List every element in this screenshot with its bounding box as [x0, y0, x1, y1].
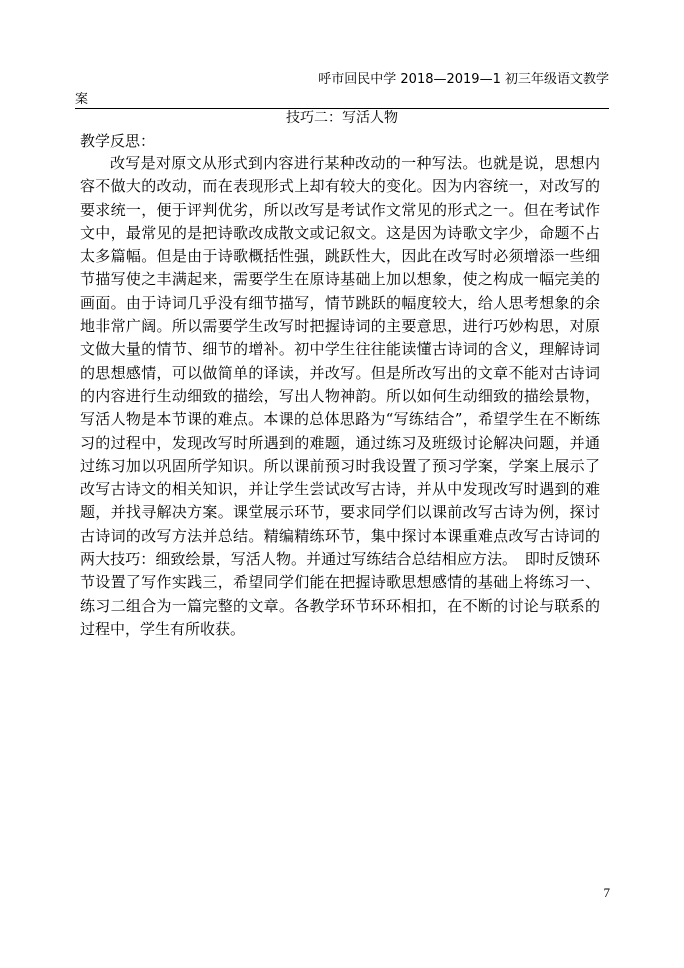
page-header: [75, 70, 609, 110]
reflection-label: 教学反思：: [80, 132, 156, 150]
reflection-body: 改写是对原文从形式到内容进行某种改动的一种写法。也就是说，思想内容不做大的改动，而在表现形式上却有较大的变化。因为内容统一，对改写的要求统一，便于评判优劣，所以改写是考试作文常见的形式之一。但在考试作文中，最常见的是把诗歌改成散文或记叙文。这是因为诗歌文字少，命题不占太多篇幅。但是由于诗歌概括性强，跳跃性大，因此在改写时必须增添一些细节描写使之丰满起来，需要学生在原诗基础上加以想象，使之构成一幅完美的画面。由于诗词几乎没有细节描写，情节跳跃的幅度较大，给人思考想象的余地非常广阔。所以需要学生改写时把握诗词的主要意思，进行巧妙构思，对原文做大量的情节、细节的增补。初中学生往往能读懂古诗词的含义，理解诗词的思想感情，可以做简单的译读，并改写。但是所改写出的文章不能对古诗词的内容进行生动细致的描绘，写出人物神韵。所以如何生动细致的描绘景物，写活人物是本节课的难点。本课的总体思路为“写练结合”，希望学生在不断练习的过程中，发现改写时所遇到的难题，通过练习及班级讨论解决问题，并通过练习加以巩固所学知识。所以课前预习时我设置了预习学案，学案上展示了改写古诗文的相关知识，并让学生尝试改写古诗，并从中发现改写时遇到的难题，并找寻解决方案。课堂展示环节，要求同学们以课前改写古诗为例，探讨古诗词的改写方法并总结。精编精练环节，集中探讨本课重难点改写古诗词的两大技巧：细致绘景，写活人物。并通过写练结合总结相应方法。 即时反馈环节设置了写作实践三，希望同学们能在把握诗歌思想感情的基础上将练习一、练习二组合为一篇完整的文章。各教学环节环环相扣，在不断的讨论与联系的过程中，学生有所收获。: [80, 154, 600, 638]
header-title: 呼市回民中学 2018—2019—1 初三年级语文教学: [318, 72, 609, 87]
section-title: 技巧二：写活人物: [286, 110, 398, 126]
page-number: 7: [603, 885, 610, 900]
header-title-continuation: 案: [75, 92, 89, 107]
